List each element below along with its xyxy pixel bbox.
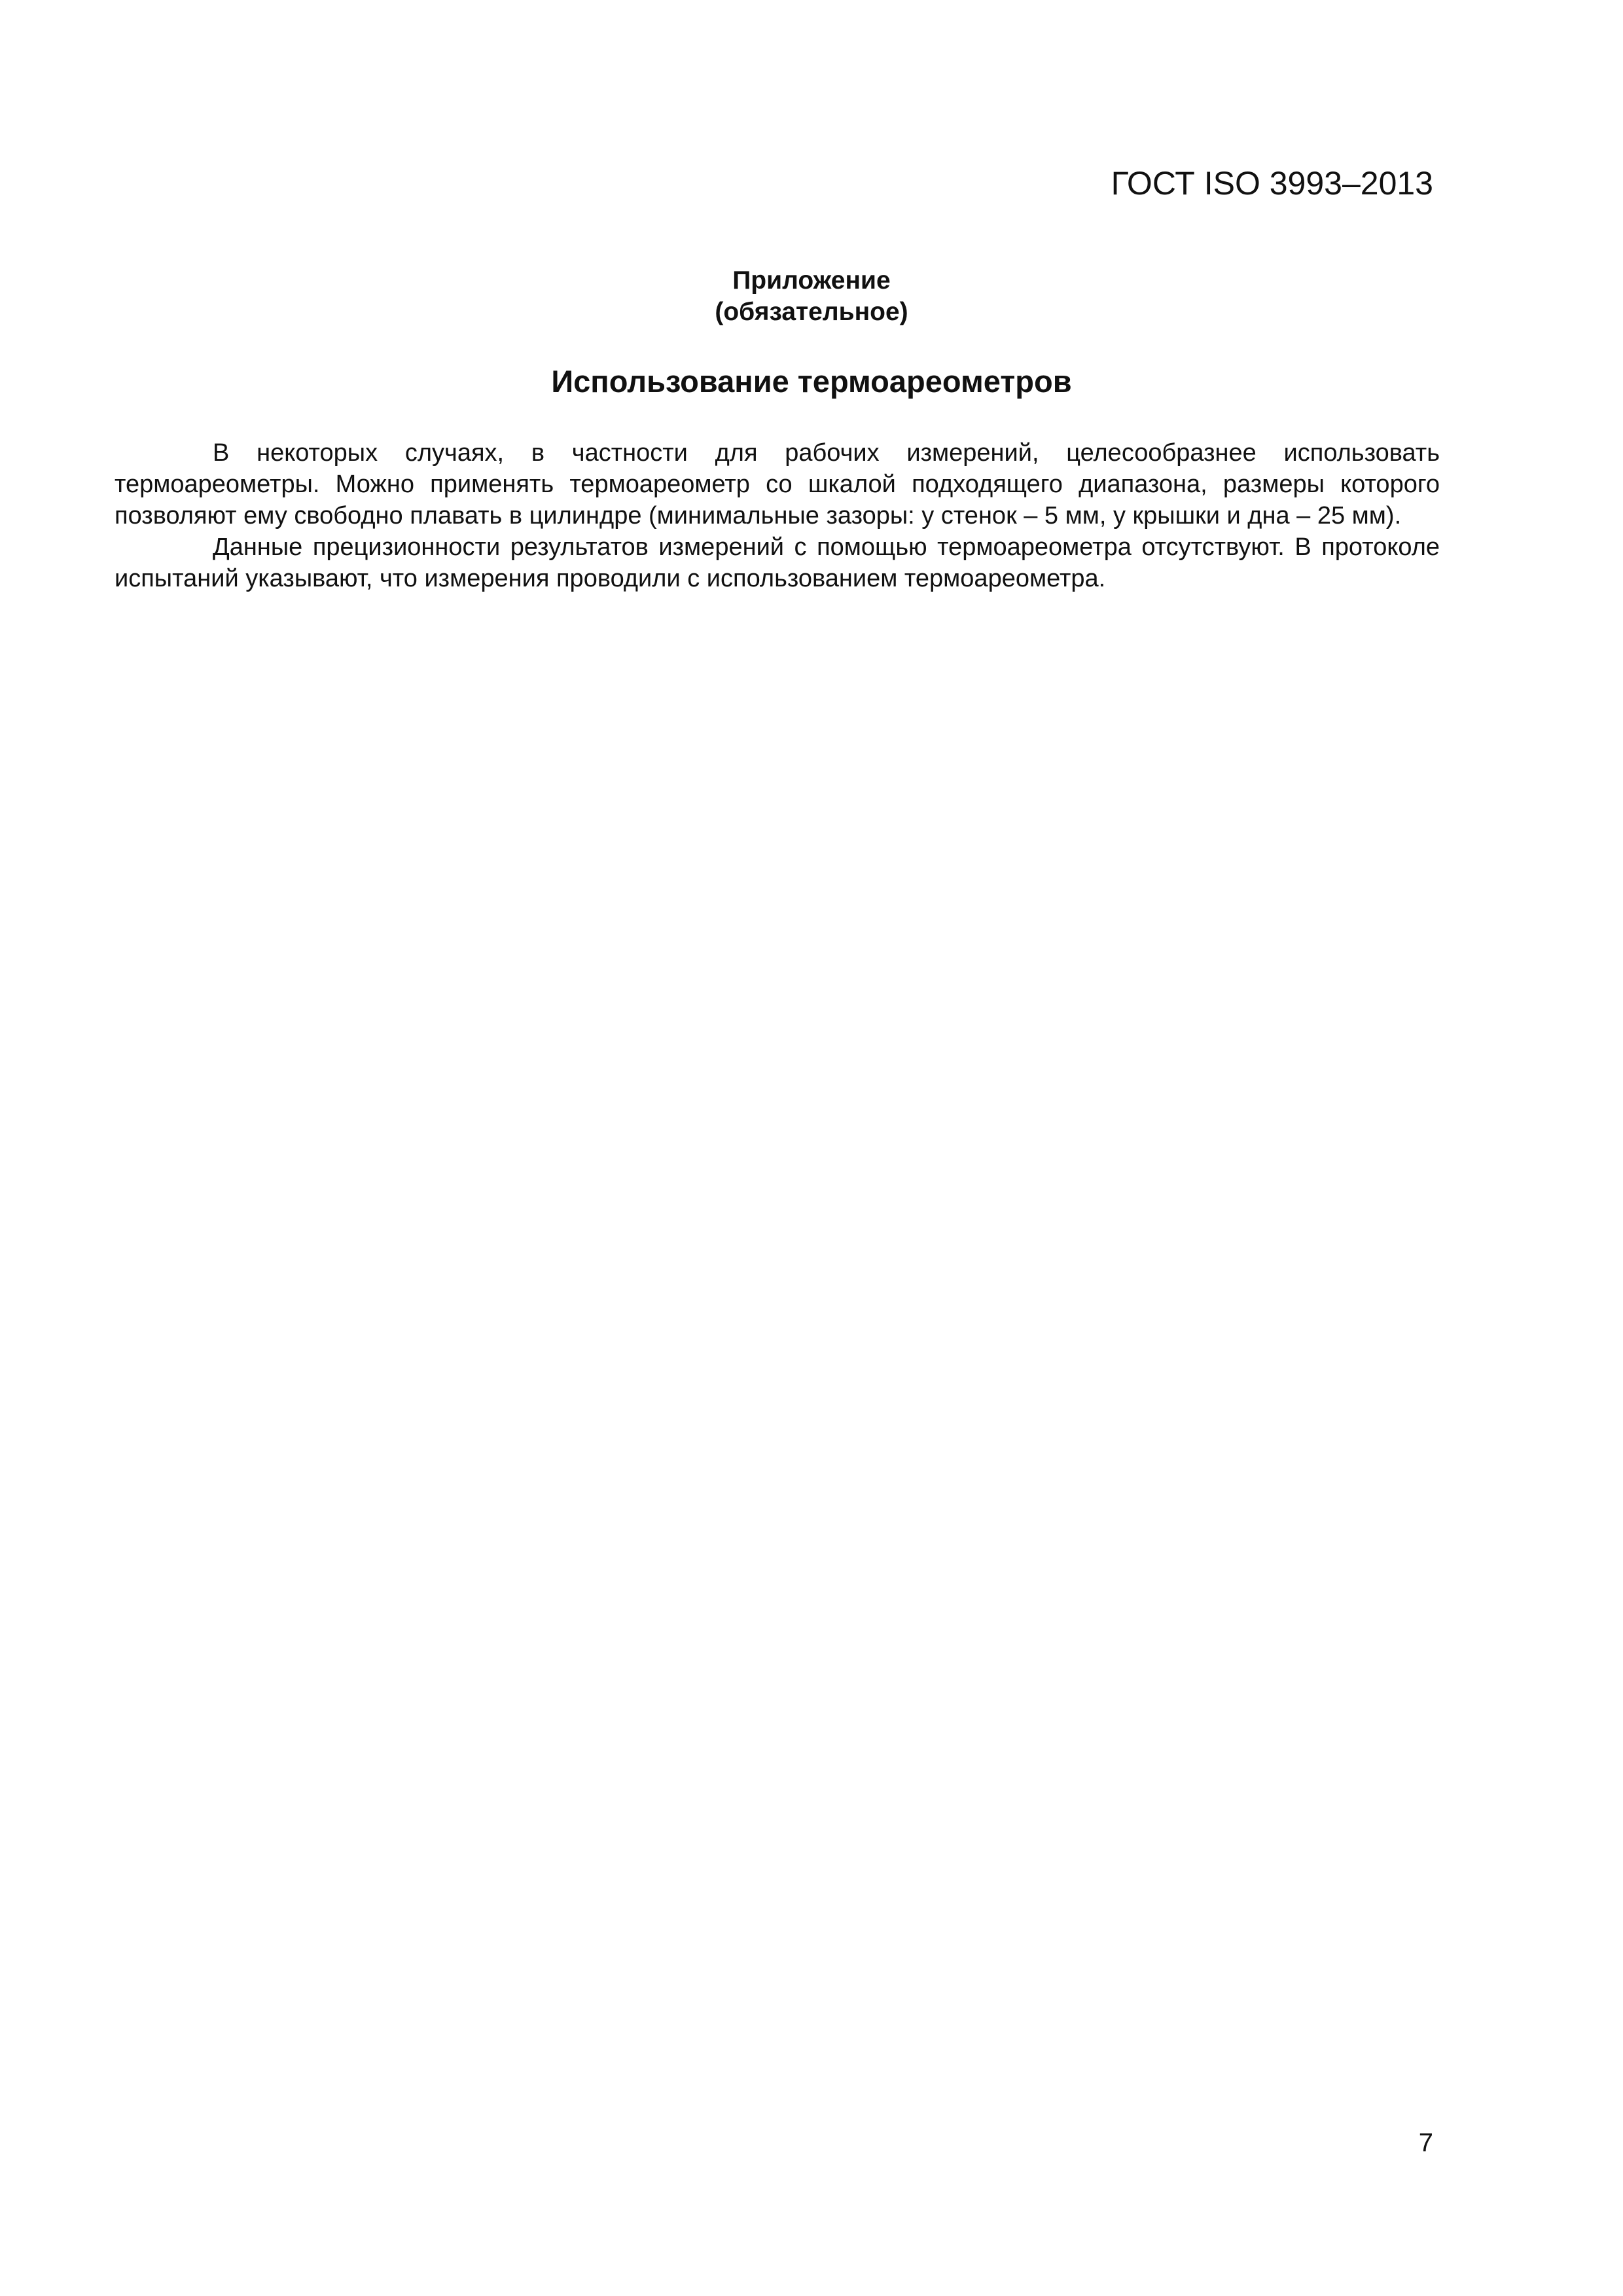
paragraph: Данные прецизионности результатов измерений с помощью термоареометра отсутствуют. В протоколе испытаний указывают, что измерения проводили с использованием термоареометра. [115,533,1440,592]
annex-heading [0,265,1623,328]
document-id-header: ГОСТ ISO 3993–2013 [1111,165,1433,202]
paragraph: В некоторых случаях, в частности для рабочих измерений, целесообразнее использовать термоареометры. Можно применять термоареометр со шкалой подходящего диапазона, размеры которого позволяют ему свободно плавать в цилиндре (минимальные зазоры: у стенок – 5 мм, у крышки и дна – 25 мм). [115,439,1440,529]
annex-status: (обязательное) [715,298,908,326]
body-text [115,437,1440,594]
annex-label: Приложение [732,266,891,295]
annex-title: Использование термоареометров [551,364,1072,399]
page-number: 7 [1418,2128,1433,2157]
